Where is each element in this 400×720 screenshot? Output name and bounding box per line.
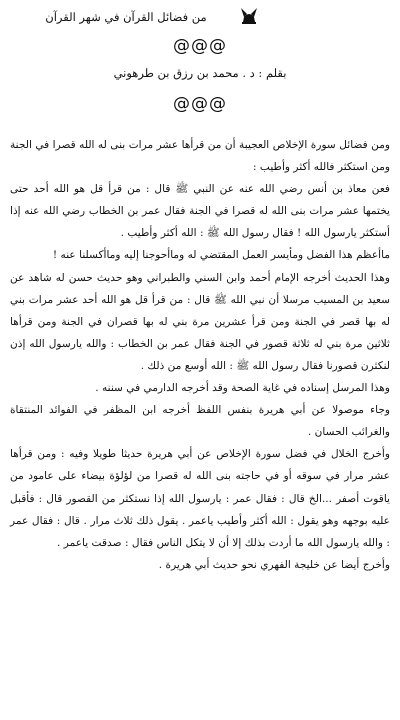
paragraph: وأخرج الخلال في فضل سورة الإخلاص عن أبي هريرة حديثا طويلا وفيه : ومن قرأها عشر مرار في سوقه أو في حاجته بنى الله له قصرا من لؤلؤة بيضاء على عامود من ياقوت أصفر ...الخ قال : فقال عمر : يارسول الله إذا نستكثر من القصور قال : فأقبل عليه بوجهه وهو يقول : الله أكثر وأطيب ياعمر . يقول ذلك ثلاث مرار . قال : فقال عمر : والله يارسول الله ما أردت بذلك إلا أن لا يتكل الناس فقال : صدقت ياعمر . — [10, 448, 390, 549]
article-body — [10, 134, 390, 576]
decorative-ornament: @@@ — [173, 94, 227, 114]
paragraph: ماأعظم هذا الفضل ومأيسر العمل المقتضي له وماأحوجنا إليه وماأكسلنا عنه ! — [52, 249, 390, 262]
paragraph: وجاء موصولا عن أبي هريرة بنفس اللفظ أخرجه ابن المظفر في الفوائد المنتقاة والغرائب الحسان . — [10, 404, 390, 439]
decorative-ornament: @@@ — [173, 36, 227, 56]
paragraph: وأخرج أيضا عن خليجة الفهري نحو حديث أبي هريرة . — [158, 558, 390, 571]
paragraph: ومن فضائل سورة الإخلاص العجيبة أن من قرأها عشر مرات بنى له الله قصرا في الجنة ومن استكثر فالله أكثر وأطيب : — [10, 139, 390, 174]
article-title: من فضائل القرآن في شهر القرآن — [45, 10, 207, 24]
paragraph: وهذا المرسل إسناده في غاية الصحة وقد أخرجه الدارمي في سننه . — [95, 382, 390, 395]
paragraph: فعن معاذ بن أنس رضي الله عنه عن النبي ﷺ قال : من قرأ قل هو الله أحد حتى يختمها عشر مرات بنى الله له قصرا في الجنة فقال عمر بن الخطاب رضي الله عنه إذا أستكثر يارسول الله ! فقال رسول الله ﷺ : الله أكثر وأطيب . — [10, 183, 390, 240]
author-byline: بقلم : د . محمد بن رزق بن طرهوني — [113, 66, 287, 80]
paragraph: وهذا الحديث أخرجه الإمام أحمد وابن السني والطبراني وهو حديث حسن له شاهد عن سعيد بن المسيب مرسلا أن نبي الله ﷺ قال : من قرأ قل هو الله أحد عشر مرات بني له بها قصر في الجنة ومن قرأ عشرين مرة بني له بها قصران في الجنة ومن قرأها ثلاثين مرة بني له ثلاثة قصور في الجنة فقال عمر بن الخطاب : والله يارسول الله إذن لنكثرن قصورنا فقال رسول الله ﷺ : الله أوسع من ذلك . — [10, 271, 390, 372]
article-header — [0, 0, 400, 118]
